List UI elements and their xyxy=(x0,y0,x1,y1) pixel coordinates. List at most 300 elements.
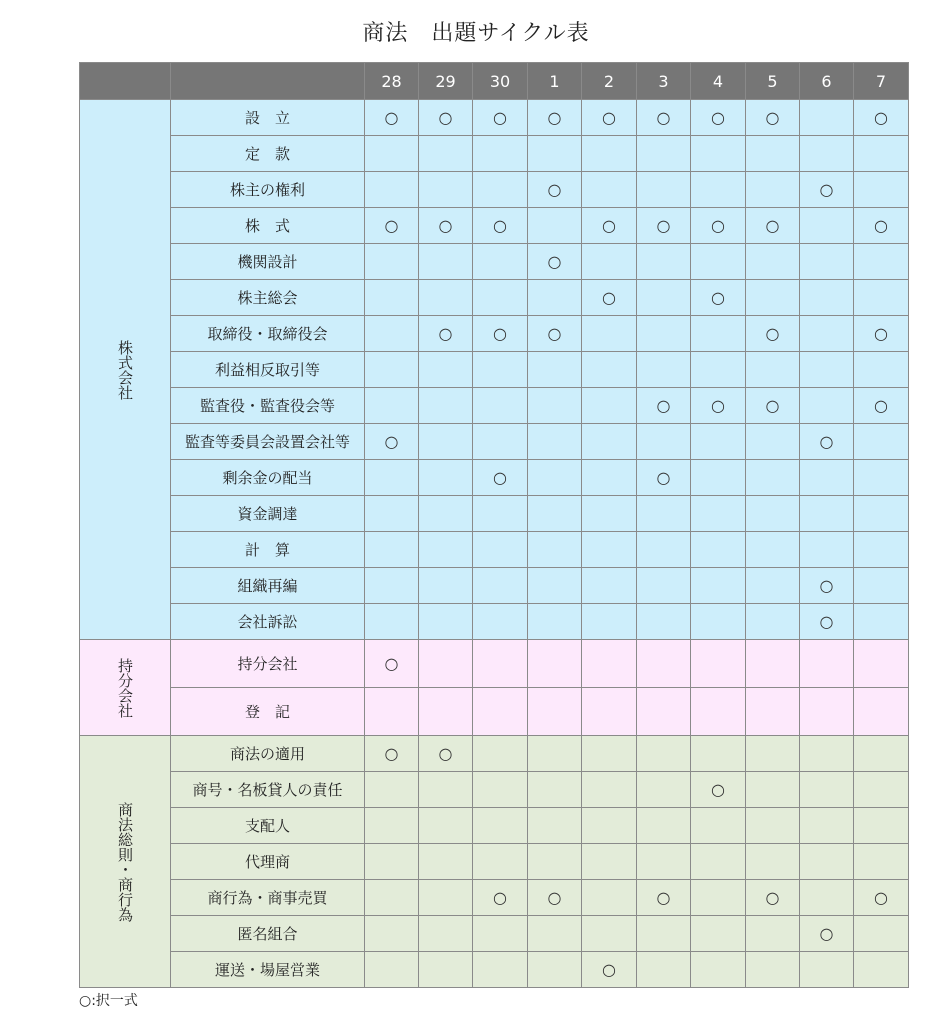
empty-cell xyxy=(473,808,528,844)
table-row xyxy=(80,172,909,208)
empty-cell xyxy=(365,844,419,880)
empty-cell xyxy=(746,424,800,460)
exam-mark: ○ xyxy=(419,736,473,772)
table-row xyxy=(80,352,909,388)
empty-cell xyxy=(691,244,746,280)
empty-cell xyxy=(800,136,854,172)
topic-label: 取締役・取締役会 xyxy=(171,316,365,352)
exam-mark: ○ xyxy=(854,316,909,352)
cycle-table xyxy=(79,62,909,988)
exam-mark: ○ xyxy=(746,100,800,136)
empty-cell xyxy=(582,136,637,172)
empty-cell xyxy=(419,424,473,460)
empty-cell xyxy=(637,844,691,880)
topic-label: 匿名組合 xyxy=(171,916,365,952)
table-row xyxy=(80,136,909,172)
empty-cell xyxy=(419,568,473,604)
empty-cell xyxy=(746,460,800,496)
empty-cell xyxy=(473,280,528,316)
empty-cell xyxy=(854,136,909,172)
empty-cell xyxy=(528,808,582,844)
empty-cell xyxy=(419,244,473,280)
empty-cell xyxy=(528,844,582,880)
table-row xyxy=(80,100,909,136)
exam-mark: ○ xyxy=(528,244,582,280)
empty-cell xyxy=(800,496,854,532)
year-header: 3 xyxy=(637,63,691,100)
year-header: 30 xyxy=(473,63,528,100)
exam-mark: ○ xyxy=(746,388,800,424)
topic-label: 商法の適用 xyxy=(171,736,365,772)
empty-cell xyxy=(473,952,528,988)
topic-label: 監査役・監査役会等 xyxy=(171,388,365,424)
empty-cell xyxy=(746,496,800,532)
empty-cell xyxy=(528,460,582,496)
empty-cell xyxy=(746,688,800,736)
empty-cell xyxy=(473,844,528,880)
exam-mark: ○ xyxy=(800,424,854,460)
empty-cell xyxy=(582,460,637,496)
empty-cell xyxy=(528,604,582,640)
empty-cell xyxy=(800,952,854,988)
exam-mark: ○ xyxy=(746,208,800,244)
empty-cell xyxy=(528,496,582,532)
empty-cell xyxy=(854,496,909,532)
empty-cell xyxy=(528,568,582,604)
empty-cell xyxy=(365,880,419,916)
exam-mark: ○ xyxy=(691,280,746,316)
empty-cell xyxy=(800,460,854,496)
table-row xyxy=(80,808,909,844)
exam-mark: ○ xyxy=(528,100,582,136)
empty-cell xyxy=(419,136,473,172)
empty-cell xyxy=(582,352,637,388)
year-header: 1 xyxy=(528,63,582,100)
legend: ○:択一式 xyxy=(79,993,138,1009)
topic-label: 設 立 xyxy=(171,100,365,136)
empty-cell xyxy=(691,424,746,460)
empty-cell xyxy=(419,916,473,952)
empty-cell xyxy=(691,316,746,352)
table-row xyxy=(80,952,909,988)
empty-cell xyxy=(419,844,473,880)
topic-label: 株主総会 xyxy=(171,280,365,316)
empty-cell xyxy=(419,688,473,736)
table-row xyxy=(80,424,909,460)
table-row xyxy=(80,208,909,244)
section-shoho-sosoku xyxy=(80,736,909,988)
category-label: 商法総則・商行為 xyxy=(80,736,171,988)
category-label: 持分会社 xyxy=(80,640,171,736)
empty-cell xyxy=(419,280,473,316)
exam-mark: ○ xyxy=(637,880,691,916)
empty-cell xyxy=(854,688,909,736)
empty-cell xyxy=(854,280,909,316)
empty-cell xyxy=(637,772,691,808)
empty-cell xyxy=(746,244,800,280)
empty-cell xyxy=(419,640,473,688)
empty-cell xyxy=(691,136,746,172)
empty-cell xyxy=(854,640,909,688)
exam-mark: ○ xyxy=(528,880,582,916)
topic-label: 会社訴訟 xyxy=(171,604,365,640)
empty-cell xyxy=(637,604,691,640)
empty-cell xyxy=(365,280,419,316)
empty-cell xyxy=(473,772,528,808)
topic-label: 持分会社 xyxy=(171,640,365,688)
empty-cell xyxy=(854,772,909,808)
table-row xyxy=(80,916,909,952)
empty-cell xyxy=(746,568,800,604)
empty-cell xyxy=(419,388,473,424)
section-kabushiki-gaisha xyxy=(80,100,909,640)
exam-mark: ○ xyxy=(419,316,473,352)
empty-cell xyxy=(746,952,800,988)
header-blank-topic xyxy=(171,63,365,100)
table-row xyxy=(80,460,909,496)
empty-cell xyxy=(746,844,800,880)
empty-cell xyxy=(637,424,691,460)
empty-cell xyxy=(637,640,691,688)
empty-cell xyxy=(582,916,637,952)
exam-mark: ○ xyxy=(691,100,746,136)
empty-cell xyxy=(691,604,746,640)
empty-cell xyxy=(582,244,637,280)
table-row xyxy=(80,640,909,688)
empty-cell xyxy=(419,352,473,388)
empty-cell xyxy=(637,172,691,208)
empty-cell xyxy=(800,208,854,244)
empty-cell xyxy=(854,736,909,772)
empty-cell xyxy=(365,460,419,496)
empty-cell xyxy=(365,808,419,844)
year-header: 4 xyxy=(691,63,746,100)
exam-mark: ○ xyxy=(637,100,691,136)
exam-mark: ○ xyxy=(365,640,419,688)
empty-cell xyxy=(746,136,800,172)
empty-cell xyxy=(582,808,637,844)
empty-cell xyxy=(854,172,909,208)
empty-cell xyxy=(419,880,473,916)
empty-cell xyxy=(365,604,419,640)
empty-cell xyxy=(365,772,419,808)
empty-cell xyxy=(528,532,582,568)
empty-cell xyxy=(800,640,854,688)
empty-cell xyxy=(800,736,854,772)
empty-cell xyxy=(365,916,419,952)
empty-cell xyxy=(528,688,582,736)
table-row xyxy=(80,496,909,532)
empty-cell xyxy=(365,688,419,736)
header-row xyxy=(80,63,909,100)
exam-mark: ○ xyxy=(528,172,582,208)
empty-cell xyxy=(419,460,473,496)
empty-cell xyxy=(691,640,746,688)
empty-cell xyxy=(637,352,691,388)
section-mochibun-gaisha xyxy=(80,640,909,736)
empty-cell xyxy=(800,244,854,280)
year-header: 7 xyxy=(854,63,909,100)
exam-mark: ○ xyxy=(854,208,909,244)
topic-label: 代理商 xyxy=(171,844,365,880)
exam-mark: ○ xyxy=(582,280,637,316)
exam-mark: ○ xyxy=(854,880,909,916)
empty-cell xyxy=(582,496,637,532)
empty-cell xyxy=(582,640,637,688)
empty-cell xyxy=(473,568,528,604)
empty-cell xyxy=(528,952,582,988)
empty-cell xyxy=(691,688,746,736)
topic-label: 機関設計 xyxy=(171,244,365,280)
exam-mark: ○ xyxy=(691,388,746,424)
empty-cell xyxy=(800,388,854,424)
empty-cell xyxy=(528,916,582,952)
empty-cell xyxy=(528,388,582,424)
empty-cell xyxy=(691,496,746,532)
empty-cell xyxy=(800,808,854,844)
empty-cell xyxy=(582,736,637,772)
empty-cell xyxy=(473,172,528,208)
exam-mark: ○ xyxy=(746,880,800,916)
exam-mark: ○ xyxy=(637,460,691,496)
topic-label: 運送・場屋営業 xyxy=(171,952,365,988)
empty-cell xyxy=(746,352,800,388)
exam-mark: ○ xyxy=(746,316,800,352)
empty-cell xyxy=(746,532,800,568)
empty-cell xyxy=(854,244,909,280)
empty-cell xyxy=(365,352,419,388)
empty-cell xyxy=(746,736,800,772)
empty-cell xyxy=(473,352,528,388)
empty-cell xyxy=(365,136,419,172)
empty-cell xyxy=(746,916,800,952)
empty-cell xyxy=(582,172,637,208)
exam-mark: ○ xyxy=(800,604,854,640)
topic-label: 監査等委員会設置会社等 xyxy=(171,424,365,460)
table-row xyxy=(80,280,909,316)
empty-cell xyxy=(854,808,909,844)
empty-cell xyxy=(419,952,473,988)
empty-cell xyxy=(854,916,909,952)
empty-cell xyxy=(419,496,473,532)
empty-cell xyxy=(854,424,909,460)
exam-mark: ○ xyxy=(800,172,854,208)
page-title: 商法 出題サイクル表 xyxy=(362,21,590,46)
year-header: 28 xyxy=(365,63,419,100)
empty-cell xyxy=(473,916,528,952)
empty-cell xyxy=(800,532,854,568)
table-row xyxy=(80,880,909,916)
exam-mark: ○ xyxy=(582,208,637,244)
empty-cell xyxy=(691,532,746,568)
empty-cell xyxy=(582,532,637,568)
empty-cell xyxy=(746,172,800,208)
empty-cell xyxy=(365,952,419,988)
exam-mark: ○ xyxy=(473,880,528,916)
topic-label: 登 記 xyxy=(171,688,365,736)
exam-mark: ○ xyxy=(473,316,528,352)
topic-label: 利益相反取引等 xyxy=(171,352,365,388)
empty-cell xyxy=(419,772,473,808)
empty-cell xyxy=(528,640,582,688)
empty-cell xyxy=(582,688,637,736)
empty-cell xyxy=(637,316,691,352)
empty-cell xyxy=(365,532,419,568)
empty-cell xyxy=(691,952,746,988)
topic-label: 商行為・商事売買 xyxy=(171,880,365,916)
empty-cell xyxy=(473,604,528,640)
empty-cell xyxy=(582,316,637,352)
year-header: 6 xyxy=(800,63,854,100)
empty-cell xyxy=(473,244,528,280)
empty-cell xyxy=(473,136,528,172)
table-row xyxy=(80,772,909,808)
empty-cell xyxy=(582,568,637,604)
empty-cell xyxy=(854,844,909,880)
table-row xyxy=(80,388,909,424)
empty-cell xyxy=(691,736,746,772)
empty-cell xyxy=(691,880,746,916)
exam-mark: ○ xyxy=(365,736,419,772)
empty-cell xyxy=(473,532,528,568)
exam-mark: ○ xyxy=(473,460,528,496)
topic-label: 計 算 xyxy=(171,532,365,568)
empty-cell xyxy=(691,460,746,496)
empty-cell xyxy=(746,604,800,640)
topic-label: 定 款 xyxy=(171,136,365,172)
empty-cell xyxy=(691,352,746,388)
table-row xyxy=(80,604,909,640)
exam-mark: ○ xyxy=(691,772,746,808)
empty-cell xyxy=(800,844,854,880)
empty-cell xyxy=(800,352,854,388)
empty-cell xyxy=(746,772,800,808)
exam-mark: ○ xyxy=(473,208,528,244)
topic-label: 商号・名板貸人の責任 xyxy=(171,772,365,808)
exam-mark: ○ xyxy=(419,208,473,244)
table-row xyxy=(80,688,909,736)
exam-mark: ○ xyxy=(800,568,854,604)
empty-cell xyxy=(854,604,909,640)
exam-mark: ○ xyxy=(854,100,909,136)
category-label: 株式会社 xyxy=(80,100,171,640)
empty-cell xyxy=(691,172,746,208)
empty-cell xyxy=(582,844,637,880)
empty-cell xyxy=(473,496,528,532)
empty-cell xyxy=(528,772,582,808)
year-header: 5 xyxy=(746,63,800,100)
empty-cell xyxy=(800,280,854,316)
exam-mark: ○ xyxy=(691,208,746,244)
empty-cell xyxy=(365,568,419,604)
empty-cell xyxy=(854,352,909,388)
empty-cell xyxy=(528,736,582,772)
topic-label: 資金調達 xyxy=(171,496,365,532)
table-row xyxy=(80,844,909,880)
topic-label: 株 式 xyxy=(171,208,365,244)
empty-cell xyxy=(419,808,473,844)
empty-cell xyxy=(854,460,909,496)
empty-cell xyxy=(582,880,637,916)
empty-cell xyxy=(637,136,691,172)
exam-mark: ○ xyxy=(528,316,582,352)
empty-cell xyxy=(365,388,419,424)
exam-mark: ○ xyxy=(637,208,691,244)
empty-cell xyxy=(473,424,528,460)
table-row xyxy=(80,316,909,352)
empty-cell xyxy=(473,688,528,736)
empty-cell xyxy=(691,844,746,880)
exam-mark: ○ xyxy=(419,100,473,136)
exam-mark: ○ xyxy=(582,952,637,988)
empty-cell xyxy=(637,496,691,532)
empty-cell xyxy=(637,916,691,952)
year-header: 29 xyxy=(419,63,473,100)
empty-cell xyxy=(473,640,528,688)
empty-cell xyxy=(419,532,473,568)
table-row xyxy=(80,244,909,280)
empty-cell xyxy=(800,772,854,808)
empty-cell xyxy=(637,688,691,736)
empty-cell xyxy=(637,952,691,988)
empty-cell xyxy=(854,568,909,604)
empty-cell xyxy=(637,736,691,772)
topic-label: 組織再編 xyxy=(171,568,365,604)
empty-cell xyxy=(582,604,637,640)
empty-cell xyxy=(528,136,582,172)
year-header: 2 xyxy=(582,63,637,100)
table-row xyxy=(80,568,909,604)
empty-cell xyxy=(854,532,909,568)
empty-cell xyxy=(365,496,419,532)
header-blank-category xyxy=(80,63,171,100)
empty-cell xyxy=(746,808,800,844)
exam-mark: ○ xyxy=(582,100,637,136)
empty-cell xyxy=(473,388,528,424)
empty-cell xyxy=(637,244,691,280)
empty-cell xyxy=(365,316,419,352)
table-row xyxy=(80,736,909,772)
exam-mark: ○ xyxy=(637,388,691,424)
empty-cell xyxy=(582,388,637,424)
topic-label: 支配人 xyxy=(171,808,365,844)
empty-cell xyxy=(746,640,800,688)
empty-cell xyxy=(800,316,854,352)
exam-mark: ○ xyxy=(800,916,854,952)
empty-cell xyxy=(800,688,854,736)
empty-cell xyxy=(528,424,582,460)
empty-cell xyxy=(419,172,473,208)
exam-mark: ○ xyxy=(365,208,419,244)
empty-cell xyxy=(637,532,691,568)
empty-cell xyxy=(637,568,691,604)
topic-label: 株主の権利 xyxy=(171,172,365,208)
empty-cell xyxy=(746,280,800,316)
empty-cell xyxy=(582,424,637,460)
exam-mark: ○ xyxy=(473,100,528,136)
table-row xyxy=(80,532,909,568)
empty-cell xyxy=(637,808,691,844)
empty-cell xyxy=(854,952,909,988)
empty-cell xyxy=(637,280,691,316)
empty-cell xyxy=(800,100,854,136)
empty-cell xyxy=(419,604,473,640)
empty-cell xyxy=(691,916,746,952)
empty-cell xyxy=(691,808,746,844)
empty-cell xyxy=(800,880,854,916)
exam-mark: ○ xyxy=(854,388,909,424)
empty-cell xyxy=(528,208,582,244)
